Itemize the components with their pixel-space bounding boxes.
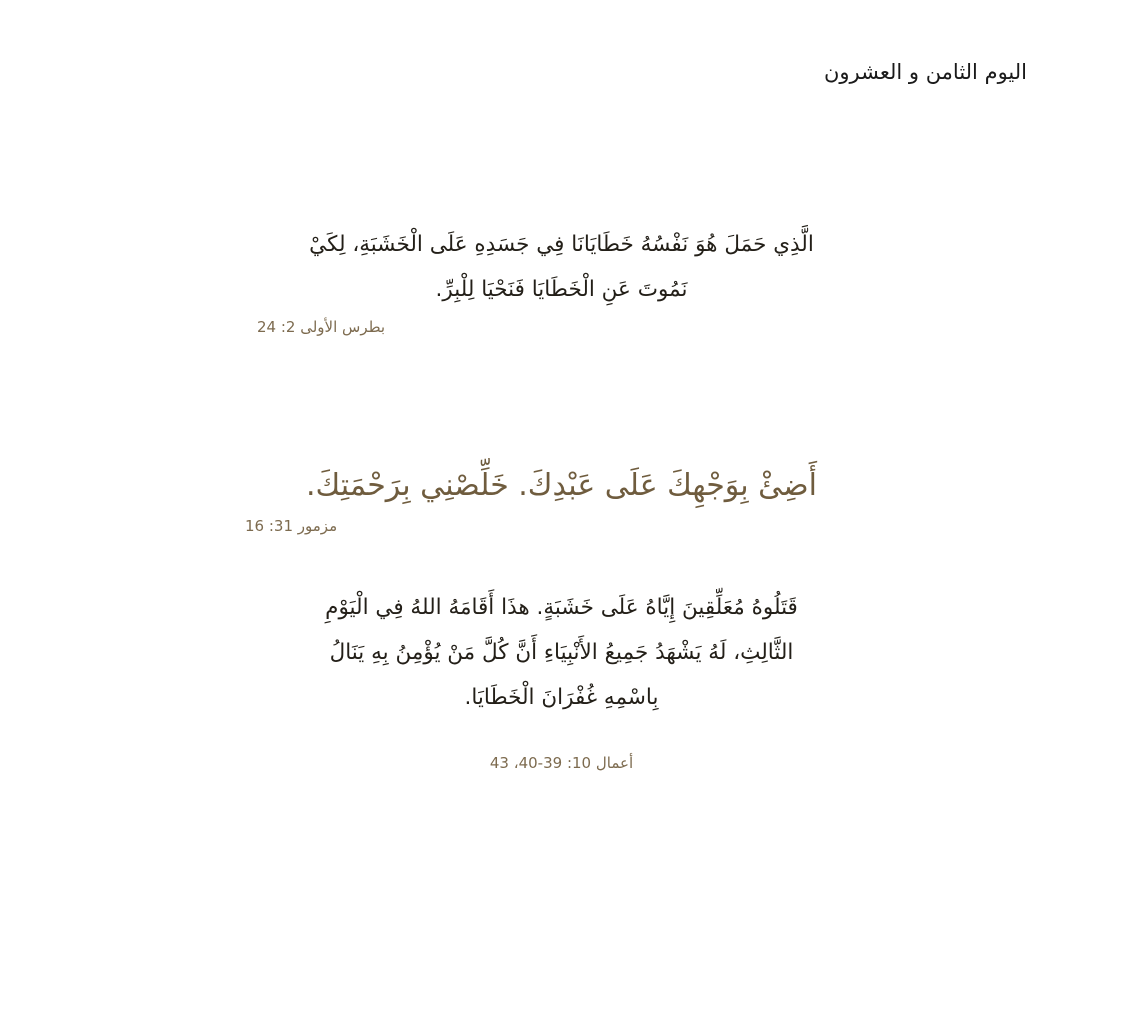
verse-reference-psalm: مزمور 31: 16 xyxy=(245,516,338,535)
page-title: اليوم الثامن و العشرون xyxy=(823,60,1027,84)
verse-line: قَتَلُوهُ مُعَلِّقِينَ إِيَّاهُ عَلَى خَشَبَةٍ. هذَا أَقَامَهُ اللهُ فِي الْيَوْمِ xyxy=(325,595,798,620)
verse-text-acts xyxy=(175,585,948,720)
verse-line: نَمُوتَ عَنِ الْخَطَايَا فَنَحْيَا لِلْبِرِّ. xyxy=(435,277,688,303)
verse-block-acts xyxy=(175,585,948,772)
verse-line: الثَّالِثِ، لَهُ يَشْهَدُ جَمِيعُ الأَنْبِيَاءِ أَنَّ كُلَّ مَنْ يُؤْمِنُ بِهِ يَنَالُ xyxy=(329,640,794,666)
verse-text-peter xyxy=(175,222,948,312)
verse-reference-peter: بطرس الأولى 2: 24 xyxy=(257,318,386,337)
verse-block-psalm xyxy=(175,460,948,535)
verse-reference-acts: أعمال 10: 39-40، 43 xyxy=(489,754,634,773)
verse-line: الَّذِي حَمَلَ هُوَ نَفْسُهُ خَطَايَانَا فِي جَسَدِهِ عَلَى الْخَشَبَةِ، لِكَيْ xyxy=(309,232,814,257)
verse-line: أَضِئْ بِوَجْهِكَ عَلَى عَبْدِكَ. خَلِّصْنِي بِرَحْمَتِكَ. xyxy=(305,468,817,503)
verse-line: بِاسْمِهِ غُفْرَانَ الْخَطَايَا. xyxy=(464,685,659,711)
verse-block-peter xyxy=(175,222,948,336)
verse-text-psalm xyxy=(175,460,948,513)
